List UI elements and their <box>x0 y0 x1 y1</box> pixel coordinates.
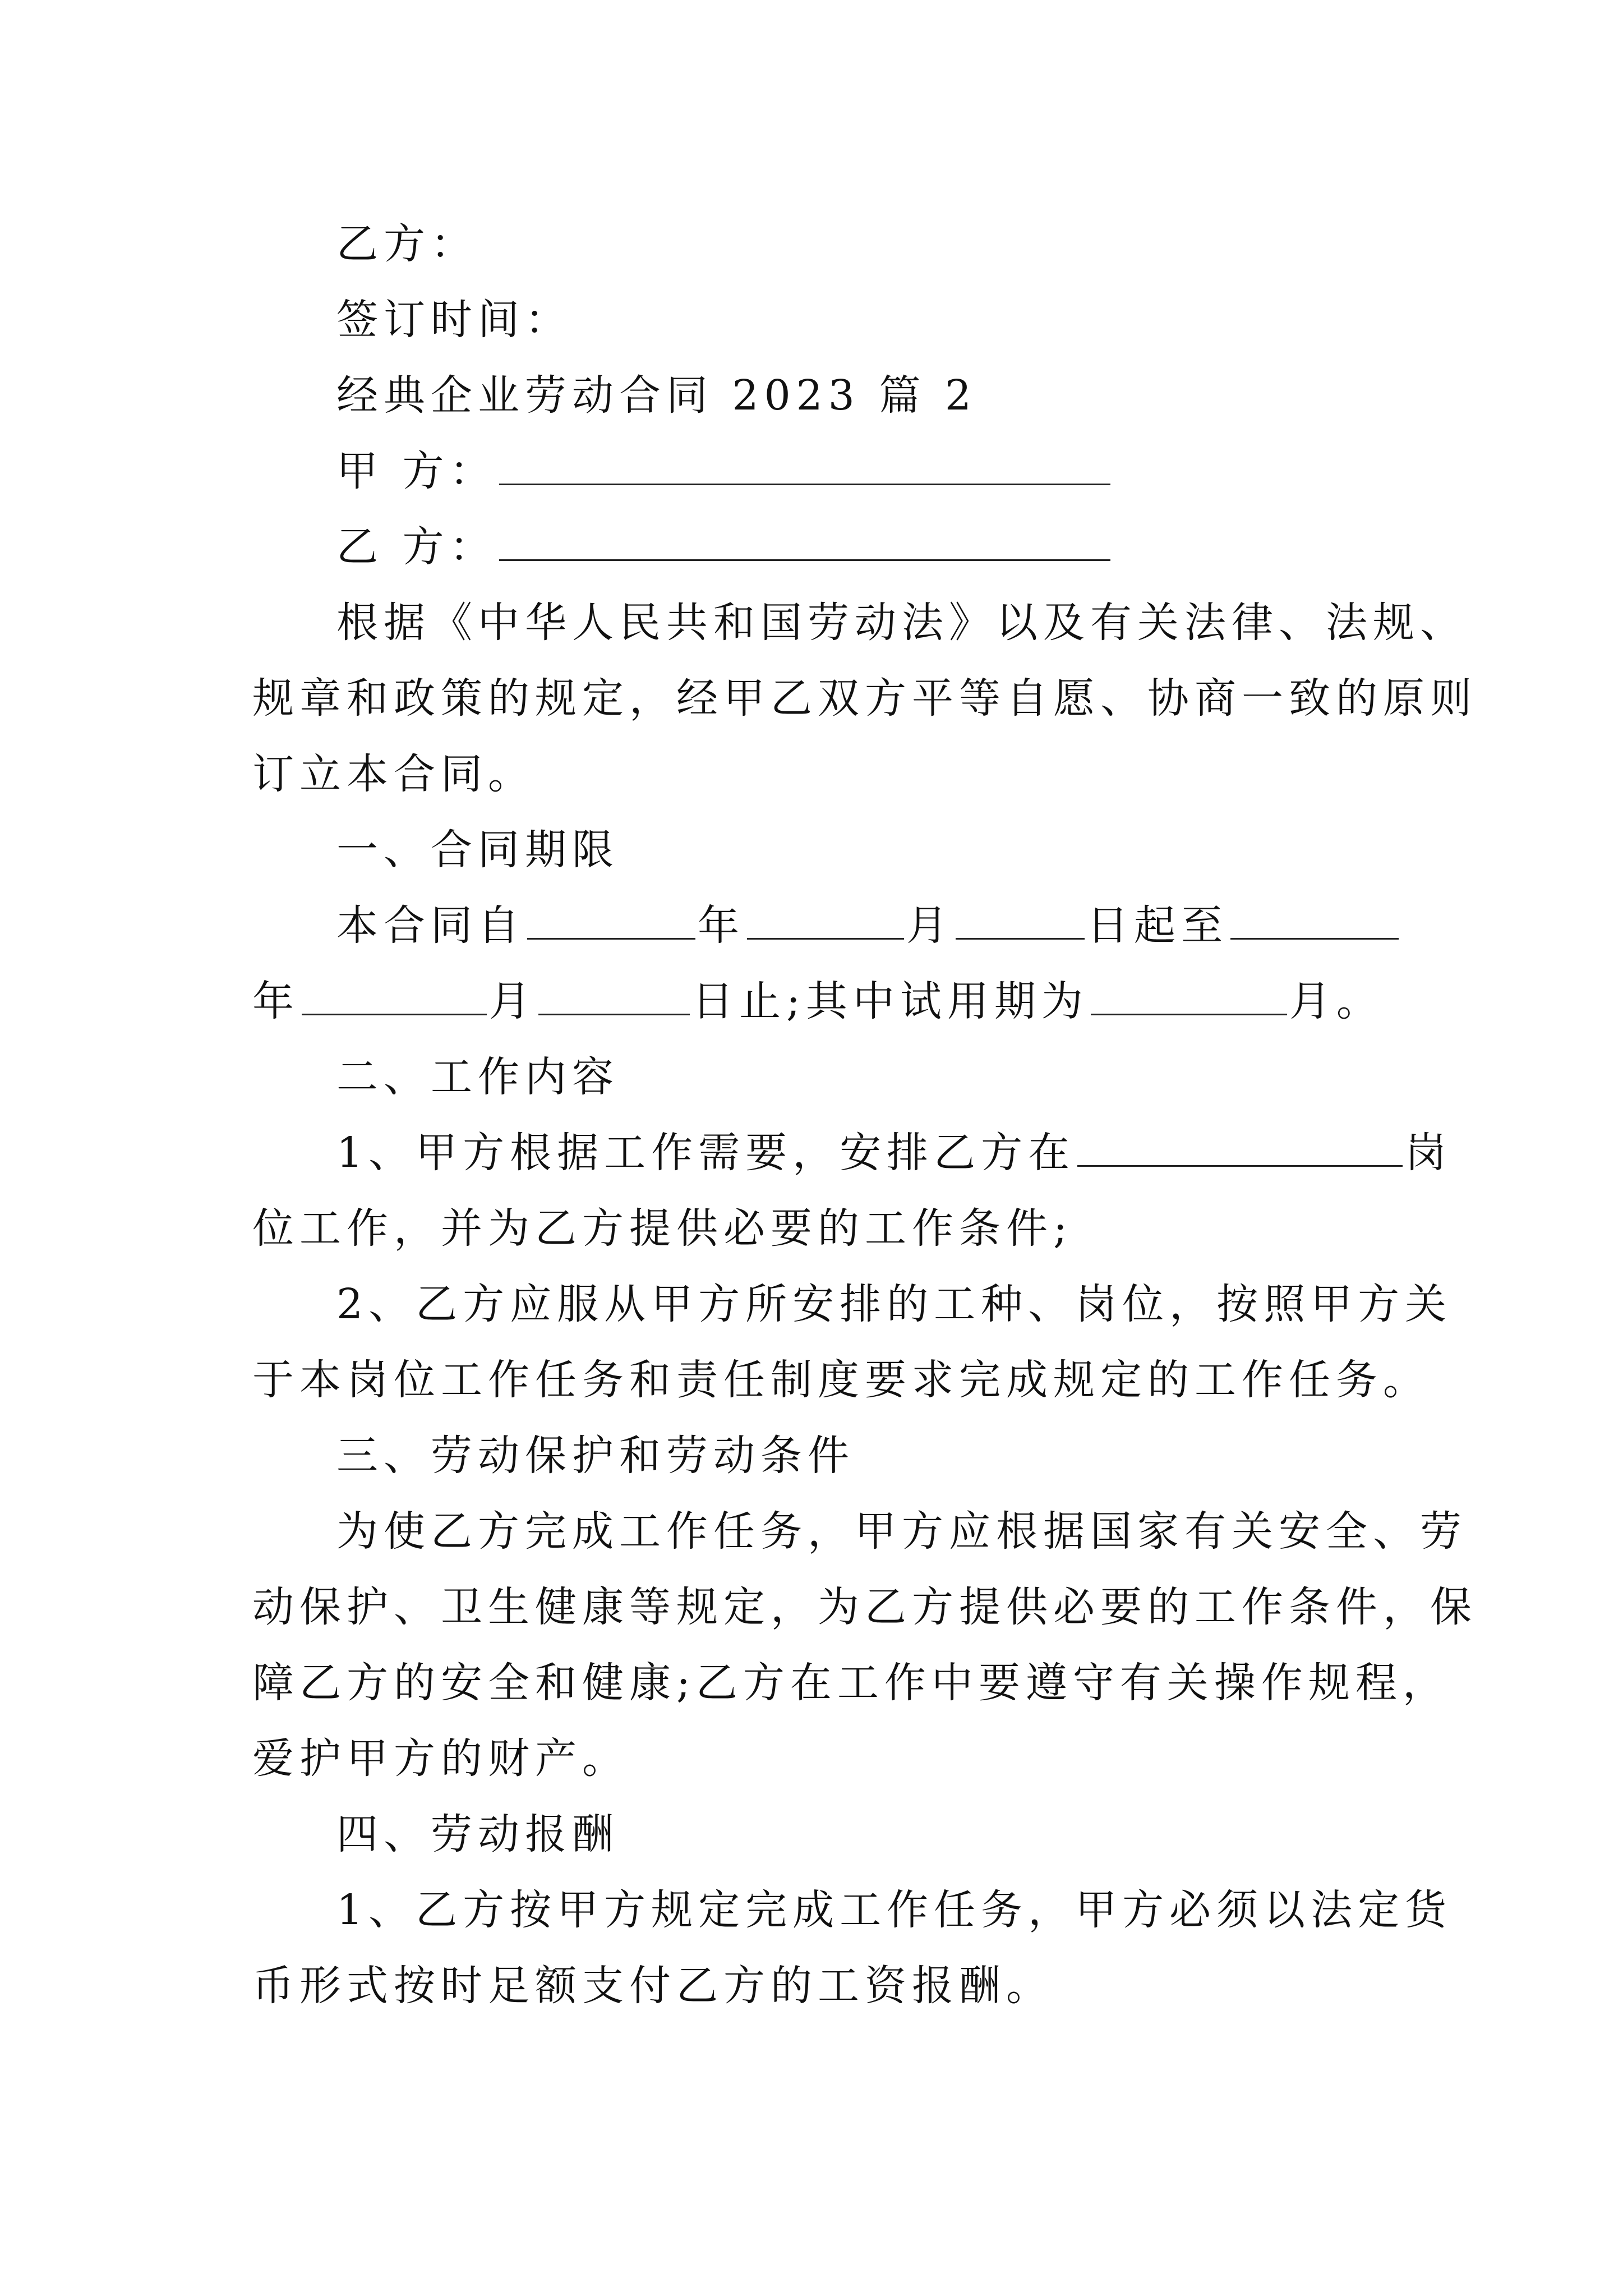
paragraph-line <box>252 746 535 802</box>
term-text: 月。 <box>1289 977 1384 1025</box>
end-year-blank <box>1230 899 1399 940</box>
term-text: 月 <box>489 977 536 1025</box>
paragraph-text: 根据《中华人民共和国劳动法》以及有关法律、法规、 <box>336 599 1467 647</box>
signing-date-line <box>336 292 572 348</box>
party-a-blank <box>499 444 1110 485</box>
term-text: 年 <box>698 901 745 950</box>
probation-blank <box>1091 974 1287 1015</box>
heading-remuneration <box>336 1806 619 1862</box>
term-text: 日止;其中试用期为 <box>692 977 1089 1025</box>
end-month-blank <box>302 974 487 1015</box>
heading-text: 二、工作内容 <box>336 1053 619 1101</box>
start-month-blank <box>747 899 904 940</box>
paragraph-text: 位工作，并为乙方提供必要的工作条件; <box>252 1204 1073 1253</box>
paragraph-line <box>252 670 1477 726</box>
paragraph-text: 币形式按时足额支付乙方的工资报酬。 <box>252 1962 1053 2010</box>
start-day-blank <box>956 899 1085 940</box>
paragraph-line <box>252 1579 1477 1635</box>
position-blank <box>1077 1126 1403 1167</box>
start-year-blank <box>527 899 695 940</box>
term-text: 本合同自 <box>336 901 525 950</box>
paragraph-line <box>252 1352 1430 1408</box>
paragraph-text: 障乙方的安全和健康;乙方在工作中要遵守有关操作规程， <box>252 1659 1450 1707</box>
paragraph-line <box>336 1882 1452 1938</box>
contract-term-line-1 <box>336 898 1401 954</box>
heading-text: 三、劳动保护和劳动条件 <box>336 1432 855 1480</box>
party-b-label: 乙方： <box>336 220 478 268</box>
paragraph-line <box>252 1731 629 1787</box>
section-title-text: 经典企业劳动合同 2023 篇 2 <box>336 371 977 420</box>
paragraph-line <box>336 595 1467 651</box>
section-title <box>336 367 977 424</box>
paragraph-text: 为使乙方完成工作任务，甲方应根据国家有关安全、劳 <box>336 1507 1467 1556</box>
paragraph-text: 2、乙方应服从甲方所安排的工种、岗位，按照甲方关 <box>336 1280 1453 1328</box>
contract-term-line-2 <box>252 973 1384 1029</box>
heading-text: 四、劳动报酬 <box>336 1810 619 1858</box>
term-text: 年 <box>252 977 299 1025</box>
paragraph-text: 动保护、卫生健康等规定，为乙方提供必要的工作条件，保 <box>252 1583 1477 1631</box>
paragraph-text: 于本岗位工作任务和责任制度要求完成规定的工作任务。 <box>252 1356 1430 1404</box>
paragraph-line <box>336 1125 1452 1181</box>
party-b-signature-line <box>336 216 478 272</box>
paragraph-line <box>252 1200 1073 1257</box>
party-a-label: 甲 方： <box>336 447 497 495</box>
term-text: 月 <box>906 901 953 950</box>
paragraph-text: 爱护甲方的财产。 <box>252 1734 629 1783</box>
paragraph-line <box>252 1958 1053 2014</box>
heading-labor-protection <box>336 1428 855 1484</box>
heading-text: 一、合同期限 <box>336 826 619 874</box>
paragraph-text: 1、甲方根据工作需要，安排乙方在 <box>336 1129 1076 1177</box>
paragraph-text: 1、乙方按甲方规定完成工作任务，甲方必须以法定货 <box>336 1886 1453 1934</box>
party-a-field <box>336 443 1113 499</box>
heading-contract-term <box>336 822 619 878</box>
term-text: 日起至 <box>1087 901 1228 950</box>
paragraph-text: 岗 <box>1405 1129 1453 1177</box>
paragraph-text: 规章和政策的规定，经甲乙双方平等自愿、协商一致的原则 <box>252 674 1477 723</box>
paragraph-line <box>336 1503 1467 1559</box>
end-day-blank <box>538 974 690 1015</box>
party-b-blank <box>499 520 1110 561</box>
paragraph-line <box>252 1655 1450 1711</box>
paragraph-text: 订立本合同。 <box>252 750 535 798</box>
heading-work-content <box>336 1049 619 1105</box>
paragraph-line <box>336 1276 1452 1332</box>
party-b-field-label: 乙 方： <box>336 523 497 571</box>
signing-date-label: 签订时间： <box>336 296 572 344</box>
party-b-field <box>336 519 1113 575</box>
